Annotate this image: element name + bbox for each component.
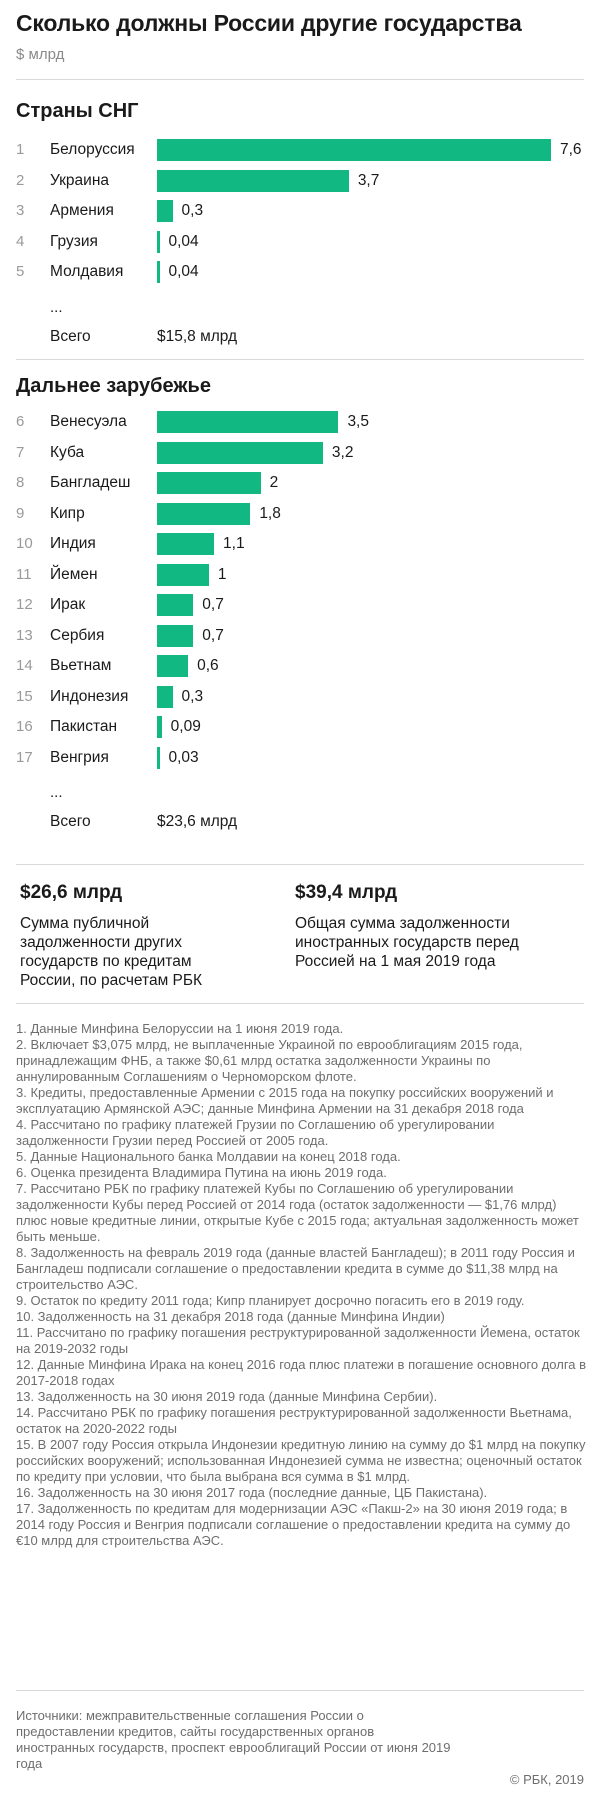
country-label: Грузия bbox=[50, 232, 98, 250]
value-label: 7,6 bbox=[560, 141, 582, 158]
value-label: 0,09 bbox=[170, 718, 201, 735]
rank-number: 14 bbox=[16, 657, 33, 674]
rank-number: 10 bbox=[16, 535, 33, 552]
summary-desc-rbc: Сумма публичной задолженности других государств по кредитам России, по расчетам РБК bbox=[20, 915, 203, 989]
value-label: 3,5 bbox=[347, 413, 369, 430]
country-label: Ирак bbox=[50, 596, 86, 613]
country-label: Индия bbox=[50, 535, 96, 552]
country-label: Кипр bbox=[50, 504, 85, 522]
footnote: 1. Данные Минфина Белоруссии на 1 июня 2019 года. bbox=[16, 1021, 344, 1036]
bar bbox=[157, 442, 323, 464]
rank-number: 16 bbox=[16, 718, 33, 735]
unit-label: $ млрд bbox=[16, 46, 65, 63]
rank-number: 2 bbox=[16, 171, 25, 189]
footnote: 17. Задолженность по кредитам для модернизации АЭС «Пакш-2» на 30 июня 2019 года; в 2014 году Россия и Венгрия подписали соглашение о предоставлении кредита на сумму до €10 млрд для строительства АЭС. bbox=[16, 1501, 571, 1548]
rank-number: 6 bbox=[16, 413, 25, 430]
value-label: 3,7 bbox=[357, 171, 380, 189]
bar bbox=[157, 716, 162, 738]
bar bbox=[157, 655, 188, 677]
value-label: 1 bbox=[217, 565, 227, 583]
bar bbox=[157, 231, 160, 253]
footnote: 12. Данные Минфина Ирака на конец 2016 года плюс платежи в погашение основного долга в 2017-2018 годах bbox=[16, 1357, 587, 1388]
footnote: 4. Рассчитано по графику платежей Грузии по Соглашению об урегулировании задолженности Грузии перед Россией от 2005 года. bbox=[16, 1117, 495, 1148]
bar bbox=[157, 200, 173, 222]
rank-number: 9 bbox=[16, 504, 25, 522]
rank-number: 11 bbox=[16, 565, 32, 583]
footnote: 5. Данные Национального банка Молдавии на конец 2018 года. bbox=[16, 1149, 401, 1164]
value-label: 1,1 bbox=[223, 535, 245, 552]
divider bbox=[16, 1003, 584, 1004]
country-label: Бангладеш bbox=[50, 474, 131, 491]
summary-desc-total: Общая сумма задолженности иностранных государств перед Россией на 1 мая 2019 года bbox=[295, 915, 519, 970]
bar bbox=[157, 564, 209, 586]
footnote: 14. Рассчитано РБК по графику погашения реструктурированной задолженности Вьетнама, остаток на 2020-2022 годы bbox=[16, 1405, 572, 1436]
rank-number: 12 bbox=[16, 596, 33, 613]
value-label: 0,6 bbox=[197, 657, 219, 674]
country-label: Армения bbox=[50, 202, 114, 219]
rank-number: 5 bbox=[16, 263, 25, 280]
footnotes bbox=[16, 1021, 588, 1549]
copyright: © РБК, 2019 bbox=[509, 1772, 584, 1787]
summary-amount-total: $39,4 млрд bbox=[295, 882, 398, 903]
value-label: 0,3 bbox=[181, 687, 204, 705]
bar bbox=[157, 625, 193, 647]
country-label: Белоруссия bbox=[50, 141, 135, 158]
footnote: 11. Рассчитано по графику погашения реструктурированной задолженности Йемена, остаток на 2019-2032 годы bbox=[16, 1325, 580, 1356]
value-label: 2 bbox=[269, 474, 279, 491]
rank-number: 15 bbox=[16, 687, 33, 705]
footnote: 3. Кредиты, предоставленные Армении с 2015 года на покупку российских вооружений и эксплуатацию Армянской АЭС; данные Минфина Армении на 31 декабря 2018 года bbox=[16, 1085, 554, 1116]
bar bbox=[157, 411, 338, 433]
section-title: Страны СНГ bbox=[16, 100, 139, 122]
country-label: Вьетнам bbox=[50, 657, 112, 674]
bar bbox=[157, 139, 551, 161]
footnote: 6. Оценка президента Владимира Путина на июнь 2019 года. bbox=[16, 1165, 387, 1180]
bar bbox=[157, 533, 214, 555]
value-label: 3,2 bbox=[331, 443, 354, 461]
country-label: Йемен bbox=[50, 565, 98, 583]
value-label: 0,04 bbox=[168, 232, 199, 250]
bar bbox=[157, 594, 193, 616]
sources-note: Источники: межправительственные соглашения России о предоставлении кредитов, сайты государственных органов иностранных государств, проспект еврооблигаций России от июня 2019 года bbox=[16, 1708, 451, 1771]
total-value: $15,8 млрд bbox=[157, 328, 238, 345]
rank-number: 13 bbox=[16, 626, 33, 644]
value-label: 0,3 bbox=[181, 202, 204, 219]
section-title: Дальнее зарубежье bbox=[16, 375, 211, 397]
country-label: Пакистан bbox=[50, 718, 118, 735]
rank-number: 17 bbox=[16, 748, 33, 766]
bar bbox=[157, 472, 261, 494]
country-label: Украина bbox=[50, 171, 110, 189]
country-label: Венгрия bbox=[50, 748, 109, 766]
bar bbox=[157, 686, 173, 708]
footnote: 16. Задолженность на 30 июня 2017 года (последние данные, ЦБ Пакистана). bbox=[16, 1485, 488, 1500]
rank-number: 8 bbox=[16, 474, 25, 491]
country-label: Венесуэла bbox=[50, 413, 127, 430]
value-label: 0,7 bbox=[202, 626, 224, 644]
value-label: 1,8 bbox=[259, 504, 281, 522]
divider bbox=[16, 1690, 584, 1691]
value-label: 0,7 bbox=[202, 596, 224, 613]
rank-number: 4 bbox=[16, 232, 25, 250]
footnote: 13. Задолженность на 30 июня 2019 года (данные Минфина Сербии). bbox=[16, 1389, 438, 1404]
rank-number: 7 bbox=[16, 443, 25, 461]
rank-number: 3 bbox=[16, 202, 25, 219]
footnote: 10. Задолженность на 31 декабря 2018 года (данные Минфина Индии) bbox=[16, 1309, 445, 1324]
footnote: 7. Рассчитано РБК по графику платежей Кубы по Соглашению об урегулировании задолженности Кубы перед Россией от 2014 года (остаток задолженности — $1,76 млрд) плюс новые кредитные линии, открытые Кубе с 2015 года; актуальная задолженность может быть меньше. bbox=[16, 1181, 579, 1244]
divider bbox=[16, 359, 584, 360]
value-label: 0,03 bbox=[168, 748, 199, 766]
footnote: 15. В 2007 году Россия открыла Индонезии кредитную линию на сумму до $1 млрд на покупку российских вооружений; использованная Индонезией сумма не известна; оценочный остаток по кредиту при условии, что была выбрана вся сумма в $1 млрд. bbox=[16, 1437, 586, 1484]
country-label: Молдавия bbox=[50, 263, 124, 280]
total-label: Всего bbox=[50, 328, 91, 345]
summary-amount-rbc: $26,6 млрд bbox=[20, 882, 123, 903]
bar bbox=[157, 261, 160, 283]
chart-title: Сколько должны России другие государства bbox=[16, 10, 522, 36]
rank-number: 1 bbox=[16, 141, 25, 158]
footnote: 8. Задолженность на февраль 2019 года (данные властей Бангладеш); в 2011 году Россия и Бангладеш подписали соглашение о предоставлении кредита в сумме до $11,38 млрд на строительство АЭС. bbox=[16, 1245, 575, 1292]
bar bbox=[157, 503, 250, 525]
footnote: 9. Остаток по кредиту 2011 года; Кипр планирует досрочно погасить его в 2019 году. bbox=[16, 1293, 525, 1308]
bar bbox=[157, 747, 160, 769]
country-label: Сербия bbox=[50, 626, 105, 644]
bar bbox=[157, 170, 349, 192]
divider bbox=[16, 79, 584, 80]
divider bbox=[16, 864, 584, 865]
ellipsis: ... bbox=[50, 784, 63, 801]
ellipsis: ... bbox=[50, 299, 63, 316]
country-label: Куба bbox=[50, 443, 85, 461]
total-value: $23,6 млрд bbox=[157, 813, 238, 830]
footnote: 2. Включает $3,075 млрд, не выплаченные Украиной по еврооблигациям 2015 года, принадлежащим ФНБ, а также $0,61 млрд остатка задолженности Украины по аннулированным Соглашениям о Черноморском флоте. bbox=[16, 1037, 523, 1084]
country-label: Индонезия bbox=[50, 687, 129, 705]
value-label: 0,04 bbox=[168, 263, 199, 280]
total-label: Всего bbox=[50, 813, 91, 830]
